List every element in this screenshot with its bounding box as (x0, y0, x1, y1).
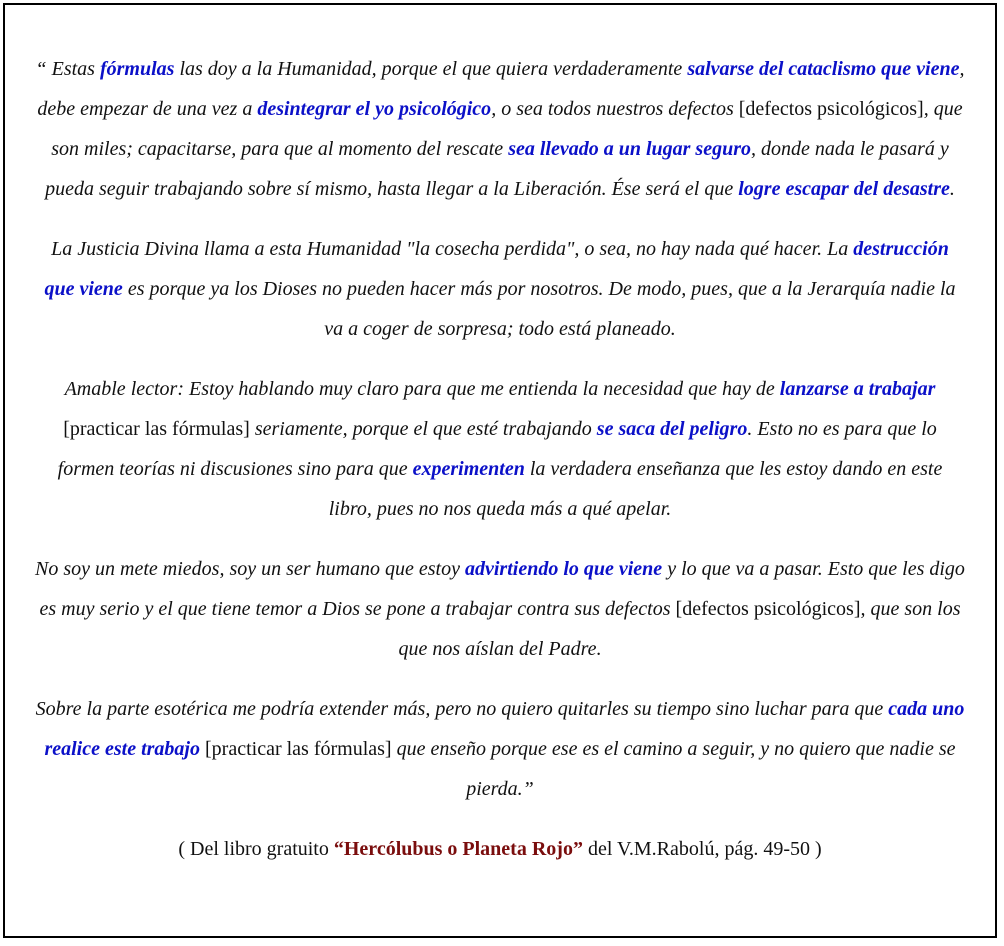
highlighted-phrase: logre escapar del desastre (738, 178, 950, 200)
text-run: y lo que va a pasar. Esto que les digo es muy serio y el que tiene temor a Dios se pone a trabajar contra sus defectos (39, 558, 965, 620)
highlighted-phrase: destrucción que viene (44, 238, 949, 300)
quote-frame (3, 3, 997, 938)
text-run: la verdadera enseñanza que les estoy dando en este libro, pues no nos queda más a qué apelar. (328, 458, 943, 520)
text-run: , o sea todos nuestros defectos (491, 98, 739, 120)
highlighted-phrase: experimenten (412, 458, 525, 480)
highlighted-phrase: fórmulas (99, 58, 175, 80)
bracket-note: [practicar las fórmulas] (63, 418, 250, 440)
text-run: , que son los que nos aíslan del Padre. (398, 598, 961, 660)
text-run: es porque ya los Dioses no pueden hacer más por nosotros. De modo, pues, que a la Jerarquía nadie la va a coger de sorpresa; todo está planeado. (122, 278, 956, 340)
highlighted-phrase: cada uno realice este trabajo (44, 698, 965, 760)
source-suffix: del V.M.Rabolú, pág. 49-50 ) (582, 838, 822, 860)
bracket-note: [defectos psicológicos] (675, 598, 861, 620)
highlighted-phrase: salvarse del cataclismo que viene (687, 58, 960, 80)
text-run: La Justicia Divina llama a esta Humanidad "la cosecha perdida", o sea, no hay nada qué hacer. La (51, 238, 854, 260)
quote-paragraph-2 (35, 229, 965, 349)
text-run: “ Estas (35, 58, 100, 80)
text-run: , donde nada le pasará y pueda seguir trabajando sobre sí mismo, hasta llegar a la Liberación. Ése será el que (45, 138, 949, 200)
highlighted-phrase: se saca del peligro (596, 418, 748, 440)
text-run: . Esto no es para que lo formen teorías ni discusiones sino para que (57, 418, 937, 480)
text-run: . (949, 178, 955, 200)
text-run: las doy a la Humanidad, porque el que quiera verdaderamente (174, 58, 688, 80)
source-citation (35, 829, 965, 869)
quote-paragraph-4 (35, 549, 965, 669)
quote-paragraph-5 (35, 689, 965, 809)
text-run: seriamente, porque el que esté trabajando (249, 418, 597, 440)
quote-content (35, 49, 965, 869)
highlighted-phrase: desintegrar el yo psicológico (257, 98, 492, 120)
text-run: Amable lector: Estoy hablando muy claro para que me entienda la necesidad que hay de (64, 378, 780, 400)
text-run: , debe empezar de una vez a (37, 58, 965, 120)
highlighted-phrase: advirtiendo lo que viene (464, 558, 663, 580)
source-prefix: ( Del libro gratuito (178, 838, 334, 860)
highlighted-phrase: lanzarse a trabajar (779, 378, 936, 400)
bracket-note: [practicar las fórmulas] (205, 738, 392, 760)
text-run: , que son miles; capacitarse, para que al momento del rescate (51, 98, 963, 160)
highlighted-phrase: sea llevado a un lugar seguro (508, 138, 751, 160)
text-run: No soy un mete miedos, soy un ser humano que estoy (35, 558, 465, 580)
quote-paragraph-1 (35, 49, 965, 209)
book-title: “Hercólubus o Planeta Rojo” (333, 838, 583, 860)
text-run: Sobre la parte esotérica me podría extender más, pero no quiero quitarles su tiempo sino luchar para que (35, 698, 889, 720)
bracket-note: [defectos psicológicos] (738, 98, 924, 120)
text-run: que enseño porque ese es el camino a seguir, y no quiero que nadie se pierda.” (391, 738, 956, 800)
quote-paragraph-3 (35, 369, 965, 529)
